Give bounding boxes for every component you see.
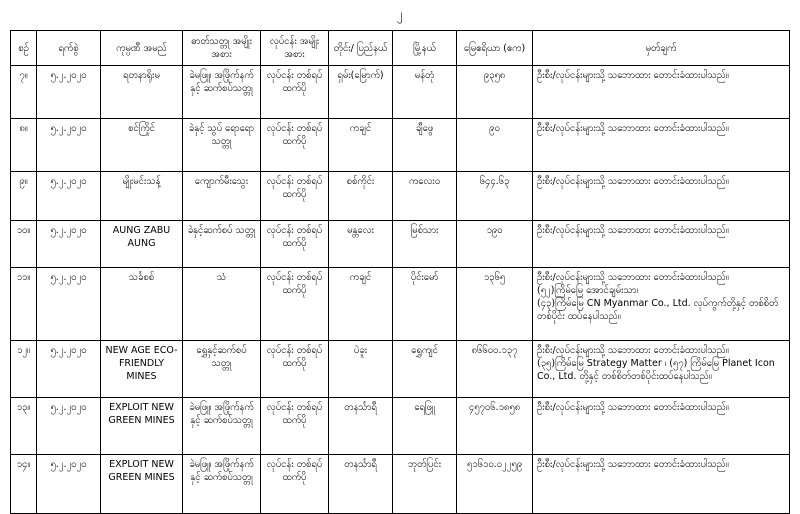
cell-remarks	[533, 221, 790, 268]
header-company: ကုမ္ပဏီ အမည်	[101, 31, 183, 66]
table-row	[11, 398, 790, 455]
table-row	[11, 341, 790, 398]
cell-business-type: လုပ်ငန်း တစ်ရပ်ထက်ပို	[261, 221, 329, 268]
remark-line: ဦးစီး/လုပ်ငန်းများသို့ သဘောထား တောင်းခံထားပါသည်။	[537, 123, 729, 134]
header-area: မြေဧရိယာ (ဧက)	[457, 31, 533, 66]
cell-mineral: ခဲမဖြူ၊ အဖြိုက်နက်နှင့် ဆက်စပ်သတ္တု	[183, 66, 261, 119]
cell-area: ၁၉၀	[457, 221, 533, 268]
cell-remarks	[533, 172, 790, 221]
cell-township: ပိုင်းမော်	[393, 268, 457, 341]
cell-remarks	[533, 268, 790, 341]
cell-serial: ၁၂။	[11, 341, 37, 398]
cell-mineral: သံ	[183, 268, 261, 341]
cell-mineral: ခဲမဖြူ၊ အဖြိုက်နက်နှင့် ဆက်စပ်သတ္တု	[183, 398, 261, 455]
cell-serial: ၁၄။	[11, 455, 37, 514]
page-number: ၂	[397, 7, 403, 21]
cell-company: မျိုးမင်းသန့်	[101, 172, 183, 221]
remark-line: ဦးစီး/လုပ်ငန်းများသို့ သဘောထား တောင်းခံထားပါသည်။	[537, 176, 729, 187]
header-remarks: မှတ်ချက်	[533, 31, 790, 66]
cell-region: တနင်္သာရီ	[329, 455, 393, 514]
cell-remarks	[533, 66, 790, 119]
cell-remarks	[533, 341, 790, 398]
cell-region: စစ်ကိုင်း	[329, 172, 393, 221]
cell-business-type: လုပ်ငန်း တစ်ရပ်ထက်ပို	[261, 455, 329, 514]
cell-mineral: ခဲမဖြူ၊ အဖြိုက်နက်နှင့် ဆက်စပ်သတ္တု	[183, 455, 261, 514]
remark-line: ဦးစီး/လုပ်ငန်းများသို့ သဘောထား တောင်းခံထားပါသည်။	[537, 345, 729, 356]
table-row	[11, 455, 790, 514]
header-serial: စဉ်	[11, 31, 37, 66]
table-row	[11, 221, 790, 268]
remark-line: ဦးစီး/လုပ်ငန်းများသို့ သဘောထား တောင်းခံထားပါသည်။	[537, 70, 729, 81]
cell-date: ၅.၂.၂၀၂၀	[37, 268, 101, 341]
table-row	[11, 119, 790, 172]
cell-date: ၅.၂.၂၀၂၀	[37, 66, 101, 119]
remark-line: ဦးစီး/လုပ်ငန်းများသို့ သဘောထား တောင်းခံထားပါသည်။	[537, 402, 729, 413]
cell-business-type: လုပ်ငန်း တစ်ရပ်ထက်ပို	[261, 119, 329, 172]
cell-date: ၅.၂.၂၀၂၀	[37, 455, 101, 514]
cell-township: ရွှေကျင်	[393, 341, 457, 398]
cell-company: EXPLOIT NEW GREEN MINES	[101, 455, 183, 514]
cell-remarks	[533, 398, 790, 455]
table-row	[11, 268, 790, 341]
cell-remarks	[533, 455, 790, 514]
cell-date: ၅.၂.၂၀၂၀	[37, 341, 101, 398]
cell-serial: ၉။	[11, 172, 37, 221]
cell-region: ကချင်	[329, 119, 393, 172]
cell-area: ၅၁၆၁၀.၀၂၂၅၉	[457, 455, 533, 514]
cell-company: NEW AGE ECO-FRIENDLY MINES	[101, 341, 183, 398]
table-header-row	[11, 31, 790, 66]
cell-company: AUNG ZABU AUNG	[101, 221, 183, 268]
cell-serial: ၇။	[11, 66, 37, 119]
cell-area: ၈၆၆၀၀.၁၃၇	[457, 341, 533, 398]
cell-township: ဘုတ်ပြင်း	[393, 455, 457, 514]
cell-township: မြစ်သား	[393, 221, 457, 268]
cell-area: ၁၃၆၅	[457, 268, 533, 341]
table-row	[11, 66, 790, 119]
cell-serial: ၁၀။	[11, 221, 37, 268]
cell-date: ၅.၂.၂၀၂၀	[37, 221, 101, 268]
cell-region: တနင်္သာရီ	[329, 398, 393, 455]
cell-date: ၅.၂.၂၀၂၀	[37, 172, 101, 221]
cell-township: ကလေးဝ	[393, 172, 457, 221]
cell-business-type: လုပ်ငန်း တစ်ရပ်ထက်ပို	[261, 341, 329, 398]
cell-area: ၉၃၅၈	[457, 66, 533, 119]
header-business-type: လုပ်ငန်း အမျိုးအစား	[261, 31, 329, 66]
remark-line: (၄၃)ကြိမ်မြေ CN Myanmar Co., Ltd. လုပ်ကွက်တို့နှင့် တစ်စိတ် တစ်ပိုင်း ထပ်နေပါသည်။	[537, 298, 779, 322]
cell-township: မန်တုံ	[393, 66, 457, 119]
cell-area: ၉၀	[457, 119, 533, 172]
cell-company: EXPLOIT NEW GREEN MINES	[101, 398, 183, 455]
cell-area: ၆၄၄.၆၃	[457, 172, 533, 221]
cell-region: ကချင်	[329, 268, 393, 341]
cell-mineral: ကျောက်မီးသွေး	[183, 172, 261, 221]
cell-township: ချီဖွေ	[393, 119, 457, 172]
cell-serial: ၁၁။	[11, 268, 37, 341]
cell-region: ပဲခူး	[329, 341, 393, 398]
cell-business-type: လုပ်ငန်း တစ်ရပ်ထက်ပို	[261, 268, 329, 341]
cell-company: သင်္ခစစ်	[101, 268, 183, 341]
cell-mineral: ခဲနှင့်ဆက်စပ် သတ္တု	[183, 221, 261, 268]
remark-line: ဦးစီး/လုပ်ငန်းများသို့ သဘောထား တောင်းခံထားပါသည်။	[537, 459, 729, 470]
remark-line: (၃၅)ကြိမ်မြေ Strategy Matter ၊ (၅၇) ကြိမ်မြေ Planet Icon Co., Ltd. တို့နှင့် တစ်စိတ်တစ်ပိုင်းထပ်နေပါသည်။	[537, 358, 775, 382]
cell-date: ၅.၂.၂၀၂၀	[37, 119, 101, 172]
cell-township: ရေဖြူ	[393, 398, 457, 455]
cell-date: ၅.၂.၂၀၂၀	[37, 398, 101, 455]
remark-line: ဦးစီး/လုပ်ငန်းများသို့ သဘောထား တောင်းခံထားပါသည်။	[537, 272, 729, 283]
cell-mineral: ရွှေနှင့်ဆက်စပ် သတ္တု	[183, 341, 261, 398]
cell-area: ၄၅၇၀၆.၁၈၅၈	[457, 398, 533, 455]
cell-mineral: ခဲနှင့် သွပ် ရောရောသတ္တု	[183, 119, 261, 172]
table-row	[11, 172, 790, 221]
cell-company: စင်ကြိုင်	[101, 119, 183, 172]
header-date: ရက်စွဲ	[37, 31, 101, 66]
header-region: တိုင်း/ ပြည်နယ်	[329, 31, 393, 66]
cell-business-type: လုပ်ငန်း တစ်ရပ်ထက်ပို	[261, 66, 329, 119]
cell-company: ရတနာရိုးမ	[101, 66, 183, 119]
cell-serial: ၁၃။	[11, 398, 37, 455]
cell-region: မန္တလေး	[329, 221, 393, 268]
cell-business-type: လုပ်ငန်း တစ်ရပ်ထက်ပို	[261, 398, 329, 455]
cell-region: ရှမ်း(မြောက်)	[329, 66, 393, 119]
mining-permit-table	[10, 30, 790, 514]
cell-remarks	[533, 119, 790, 172]
cell-business-type: လုပ်ငန်း တစ်ရပ်ထက်ပို	[261, 172, 329, 221]
cell-serial: ၈။	[11, 119, 37, 172]
header-mineral: ဓာတ်သတ္တု အမျိုးအစား	[183, 31, 261, 66]
header-township: မြို့နယ်	[393, 31, 457, 66]
remark-line: (၅၂)ကြိမ်မြေ အောင်ချမ်းသာ၊	[537, 285, 639, 296]
remark-line: ဦးစီး/လုပ်ငန်းများသို့ သဘောထား တောင်းခံထားပါသည်။	[537, 225, 729, 236]
